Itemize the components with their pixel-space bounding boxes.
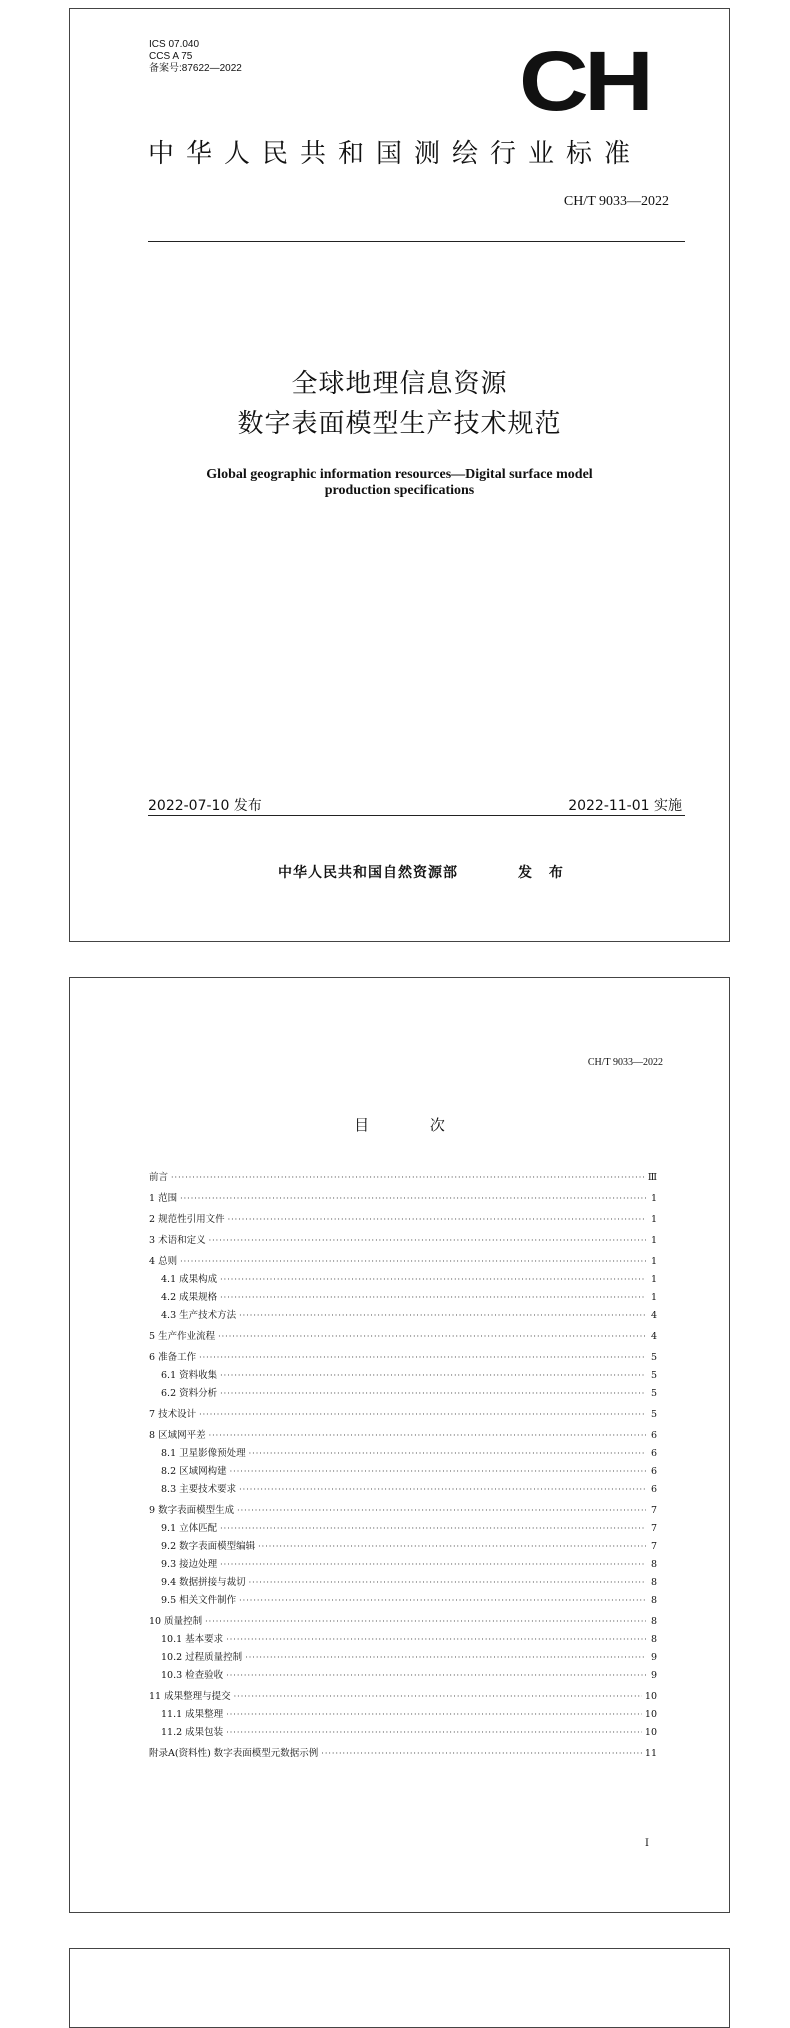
toc-entry-label: 7 技术设计 [149, 1409, 197, 1420]
toc-entry-page: 7 [650, 1523, 657, 1534]
toc-leader-dots [239, 1592, 646, 1610]
toc-entry-label: 9 数字表面模型生成 [149, 1505, 235, 1516]
toc-entry-label: 4 总则 [149, 1256, 178, 1267]
toc-leader-dots [249, 1574, 646, 1592]
toc-entry-page: 7 [650, 1505, 657, 1516]
toc-leader-dots [180, 1189, 646, 1208]
toc-entry-page: 4 [650, 1310, 657, 1321]
toc-entry-page: 6 [650, 1484, 657, 1495]
toc-entry-page: 11 [644, 1748, 657, 1759]
toc-entry-page: 6 [650, 1448, 657, 1459]
toc-entry-label: 10.3 检查验收 [161, 1670, 224, 1681]
toc-entry[interactable] [149, 1556, 657, 1574]
toc-entry-label: 6.1 资料收集 [161, 1370, 218, 1381]
toc-leader-dots [220, 1385, 646, 1403]
toc-entry[interactable] [149, 1271, 657, 1289]
toc-entry[interactable] [149, 1649, 657, 1667]
toc-entry-label: 9.5 相关文件制作 [161, 1595, 237, 1606]
toc-entry-label: 10 质量控制 [149, 1616, 203, 1627]
toc-entry[interactable] [149, 1189, 657, 1208]
toc-entry[interactable] [149, 1744, 657, 1763]
toc-entry-label: 3 术语和定义 [149, 1235, 206, 1246]
toc-leader-dots [220, 1367, 646, 1385]
ccs-code: CCS A 75 [149, 51, 193, 62]
toc-leader-dots [226, 1631, 646, 1649]
toc-leader-dots [205, 1612, 646, 1631]
toc-entry-label: 11.2 成果包装 [161, 1727, 224, 1738]
toc-entry-page: Ⅲ [647, 1172, 657, 1183]
toc-entry-label: 8.2 区域网构建 [161, 1466, 227, 1477]
toc-entry[interactable] [149, 1445, 657, 1463]
toc-entry[interactable] [149, 1327, 657, 1346]
toc-entry-page: 5 [650, 1370, 657, 1381]
toc-leader-dots [237, 1501, 646, 1520]
toc-entry-page: 10 [644, 1709, 657, 1720]
toc-entry-page: 10 [644, 1727, 657, 1738]
toc-leader-dots [228, 1210, 646, 1229]
toc-leader-dots [234, 1687, 642, 1706]
toc-entry[interactable] [149, 1289, 657, 1307]
toc-entry[interactable] [149, 1631, 657, 1649]
toc-entry[interactable] [149, 1367, 657, 1385]
toc-leader-dots [220, 1289, 646, 1307]
toc-entry-label: 9.3 接边处理 [161, 1559, 218, 1570]
toc-entry-page: 8 [650, 1616, 657, 1627]
toc-entry[interactable] [149, 1592, 657, 1610]
toc-entry-label: 前言 [149, 1172, 169, 1183]
toc-entry-page: 8 [650, 1634, 657, 1645]
toc-entry-page: 8 [650, 1595, 657, 1606]
toc-leader-dots [171, 1168, 645, 1187]
toc-entry-page: 1 [650, 1292, 657, 1303]
toc-entry[interactable] [149, 1426, 657, 1445]
toc-entry-label: 4.3 生产技术方法 [161, 1310, 237, 1321]
toc-entry-label: 10.1 基本要求 [161, 1634, 224, 1645]
title-en-line-2: production specifications [324, 483, 475, 498]
toc-entry[interactable] [149, 1520, 657, 1538]
toc-entry-page: 1 [650, 1274, 657, 1285]
toc-entry-page: 5 [650, 1409, 657, 1420]
toc-entry[interactable] [149, 1501, 657, 1520]
toc-entry[interactable] [149, 1210, 657, 1229]
issue-label: 发 布 [518, 865, 569, 881]
toc-entry[interactable] [149, 1538, 657, 1556]
toc-entry-page: 10 [644, 1691, 657, 1702]
classification-block [149, 39, 242, 75]
toc-entry-label: 11.1 成果整理 [161, 1709, 224, 1720]
toc-leader-dots [209, 1231, 646, 1250]
toc-leader-dots [258, 1538, 646, 1556]
toc-leader-dots [180, 1252, 646, 1271]
toc-entry[interactable] [149, 1385, 657, 1403]
toc-leader-dots [220, 1520, 646, 1538]
issue-date: 2022-07-10 发布 [148, 798, 262, 814]
toc-entry-page: 4 [650, 1331, 657, 1342]
toc-standard-code: CH/T 9033—2022 [587, 1057, 663, 1068]
title-cn-line-2: 数字表面模型生产技术规范 [237, 409, 562, 439]
toc-entry-page: 1 [650, 1235, 657, 1246]
toc-entry-label: 8.3 主要技术要求 [161, 1484, 237, 1495]
toc-entry[interactable] [149, 1706, 657, 1724]
toc-leader-dots [239, 1307, 646, 1325]
page-number: I [645, 1838, 649, 1849]
toc-leader-dots [220, 1271, 646, 1289]
toc-entry-label: 4.1 成果构成 [161, 1274, 218, 1285]
toc-entry-page: 7 [650, 1541, 657, 1552]
toc-entry-label: 6 准备工作 [149, 1352, 197, 1363]
toc-entry-page: 1 [650, 1214, 657, 1225]
standard-code: CH/T 9033—2022 [563, 194, 669, 209]
toc-entry-label: 9.4 数据拼接与裁切 [161, 1577, 246, 1588]
toc-entry-page: 1 [650, 1256, 657, 1267]
standard-category: 中华人民共和国测绘行业标准 [148, 139, 643, 169]
toc-list [149, 1168, 657, 1763]
toc-entry-label: 6.2 资料分析 [161, 1388, 218, 1399]
toc-entry[interactable] [149, 1687, 657, 1706]
toc-leader-dots [199, 1405, 646, 1424]
toc-entry-page: 6 [650, 1466, 657, 1477]
toc-title: 目 次 [354, 1116, 473, 1134]
top-divider [148, 241, 685, 242]
toc-leader-dots [209, 1426, 646, 1445]
toc-entry[interactable] [149, 1481, 657, 1499]
filing-number: 备案号:87622—2022 [149, 63, 242, 74]
toc-entry[interactable] [149, 1574, 657, 1592]
toc-leader-dots [321, 1744, 642, 1763]
toc-entry-label: 10.2 过程质量控制 [161, 1652, 243, 1663]
toc-page [69, 977, 730, 1913]
toc-entry-label: 附录A(资料性) 数字表面模型元数据示例 [149, 1748, 319, 1759]
toc-leader-dots [249, 1445, 646, 1463]
toc-entry[interactable] [149, 1667, 657, 1685]
toc-entry-page: 5 [650, 1388, 657, 1399]
toc-entry-label: 2 规范性引用文件 [149, 1214, 225, 1225]
toc-entry[interactable] [149, 1724, 657, 1742]
toc-leader-dots [220, 1556, 646, 1574]
implementation-date: 2022-11-01 实施 [568, 798, 682, 814]
toc-entry-label: 1 范围 [149, 1193, 178, 1204]
next-page [69, 1948, 730, 2028]
issuer: 中华人民共和国自然资源部 [278, 865, 458, 881]
toc-leader-dots [226, 1724, 642, 1742]
toc-entry-label: 8 区域网平差 [149, 1430, 206, 1441]
cover-page [69, 8, 730, 942]
bottom-divider [148, 815, 685, 816]
toc-entry-page: 8 [650, 1559, 657, 1570]
toc-entry-label: 11 成果整理与提交 [149, 1691, 231, 1702]
toc-entry[interactable] [149, 1348, 657, 1367]
toc-entry-label: 5 生产作业流程 [149, 1331, 216, 1342]
toc-leader-dots [199, 1348, 646, 1367]
toc-entry-label: 8.1 卫星影像预处理 [161, 1448, 246, 1459]
toc-entry-label: 9.2 数字表面模型编辑 [161, 1541, 256, 1552]
toc-leader-dots [230, 1463, 646, 1481]
toc-entry[interactable] [149, 1252, 657, 1271]
toc-entry[interactable] [149, 1168, 657, 1187]
toc-entry-page: 9 [650, 1670, 657, 1681]
toc-entry-label: 9.1 立体匹配 [161, 1523, 218, 1534]
toc-entry-page: 9 [650, 1652, 657, 1663]
toc-leader-dots [245, 1649, 646, 1667]
toc-entry[interactable] [149, 1307, 657, 1325]
toc-leader-dots [218, 1327, 646, 1346]
toc-entry-page: 1 [650, 1193, 657, 1204]
toc-entry-page: 8 [650, 1577, 657, 1588]
toc-entry-label: 4.2 成果规格 [161, 1292, 218, 1303]
toc-entry-page: 5 [650, 1352, 657, 1363]
toc-entry[interactable] [149, 1405, 657, 1424]
toc-leader-dots [239, 1481, 646, 1499]
toc-entry-page: 6 [650, 1430, 657, 1441]
ics-code: ICS 07.040 [149, 39, 200, 50]
toc-leader-dots [226, 1667, 646, 1685]
toc-entry[interactable] [149, 1463, 657, 1481]
title-en-line-1: Global geographic information resources—Digital surface model [206, 467, 593, 482]
toc-leader-dots [226, 1706, 642, 1724]
title-cn-line-1: 全球地理信息资源 [291, 369, 508, 399]
toc-entry[interactable] [149, 1612, 657, 1631]
toc-entry[interactable] [149, 1231, 657, 1250]
ch-logo: CH [519, 34, 650, 128]
